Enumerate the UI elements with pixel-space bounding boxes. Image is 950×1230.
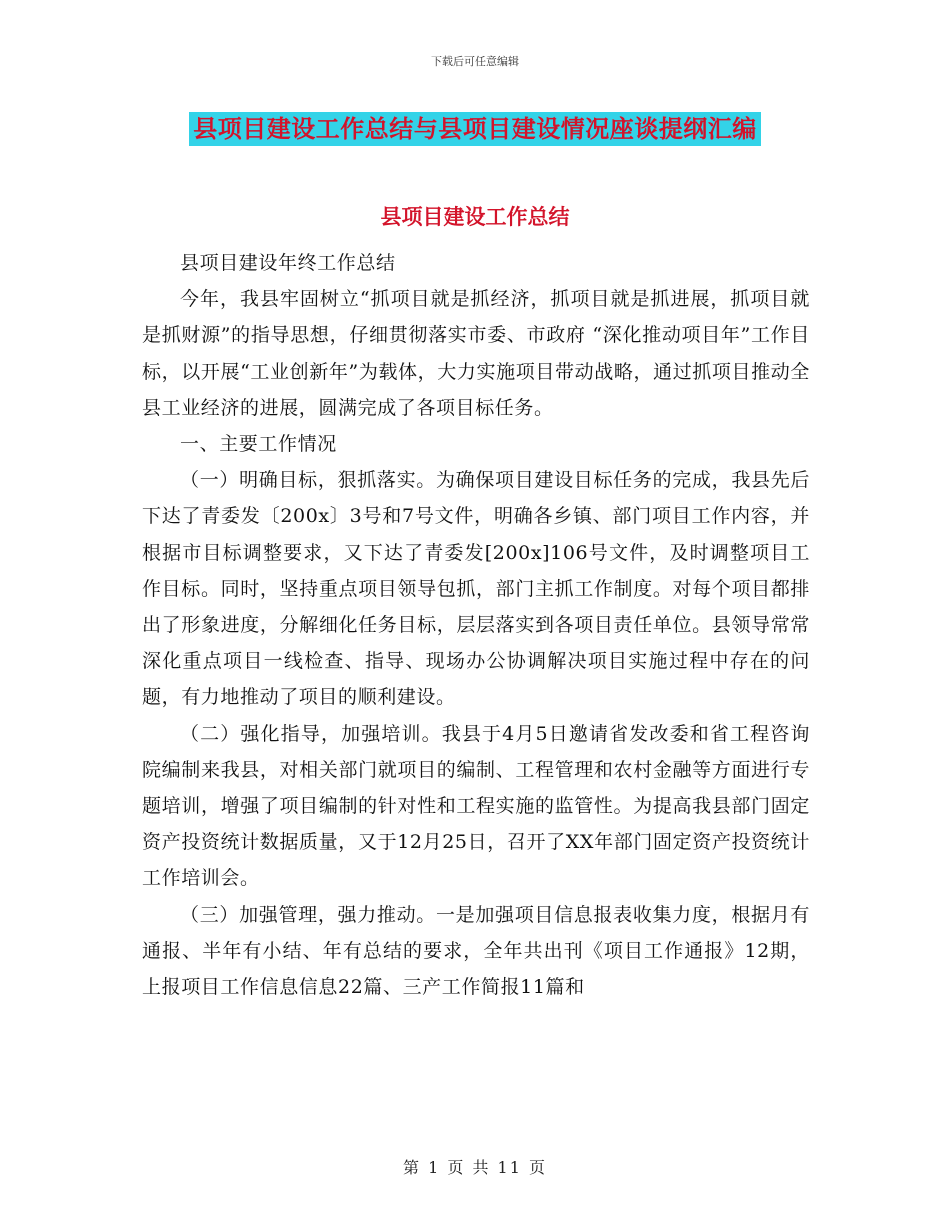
paragraph-item-2: （二）强化指导，加强培训。我县于4月5日邀请省发改委和省工程咨询院编制来我县，对相关部门就项目的编制、工程管理和农村金融等方面进行专题培训，增强了项目编制的针对性和工程实施的监管性。为提高我县部门固定资产投资统计数据质量，又于12月25日，召开了XX年部门固定资产投资统计工作培训会。 bbox=[142, 722, 810, 890]
paragraph-heading-main-work: 一、主要工作情况 bbox=[180, 433, 337, 456]
page-footer: 第 1 页 共 11 页 bbox=[403, 1158, 547, 1177]
paragraph-item-3: （三）加强管理，强力推动。一是加强项目信息报表收集力度，根据月有通报、半年有小结、年有总结的要求，全年共出刊《项目工作通报》12期，上报项目工作信息信息22篇、三产工作简报11篇和 bbox=[142, 903, 810, 999]
section-title: 县项目建设工作总结 bbox=[380, 204, 570, 229]
document-title-container bbox=[0, 112, 950, 146]
paragraph-item-1: （一）明确目标，狠抓落实。为确保项目建设目标任务的完成，我县先后下达了青委发〔200x〕3号和7号文件，明确各乡镇、部门项目工作内容，并根据市目标调整要求，又下达了青委发[200x]106号文件，及时调整项目工作目标。同时，坚持重点项目领导包抓，部门主抓工作制度。对每个项目都排出了形象进度，分解细化任务目标，层层落实到各项目责任单位。县领导常常深化重点项目一线检查、指导、现场办公协调解决项目实施过程中存在的问题，有力地推动了项目的顺利建设。 bbox=[142, 469, 810, 709]
document-title: 县项目建设工作总结与县项目建设情况座谈提纲汇编 bbox=[189, 112, 761, 146]
document-body bbox=[142, 245, 810, 1005]
paragraph-subtitle: 县项目建设年终工作总结 bbox=[180, 252, 396, 274]
paragraph-intro: 今年，我县牢固树立“抓项目就是抓经济，抓项目就是抓进展，抓项目就是抓财源”的指导思想，仔细贯彻落实市委、市政府 “深化推动项目年”工作目标，以开展“工业创新年”为载体，大力实施项目带动战略，通过抓项目推动全县工业经济的进展，圆满完成了各项目标任务。 bbox=[142, 288, 810, 419]
page-header-note: 下载后可任意编辑 bbox=[431, 55, 519, 68]
